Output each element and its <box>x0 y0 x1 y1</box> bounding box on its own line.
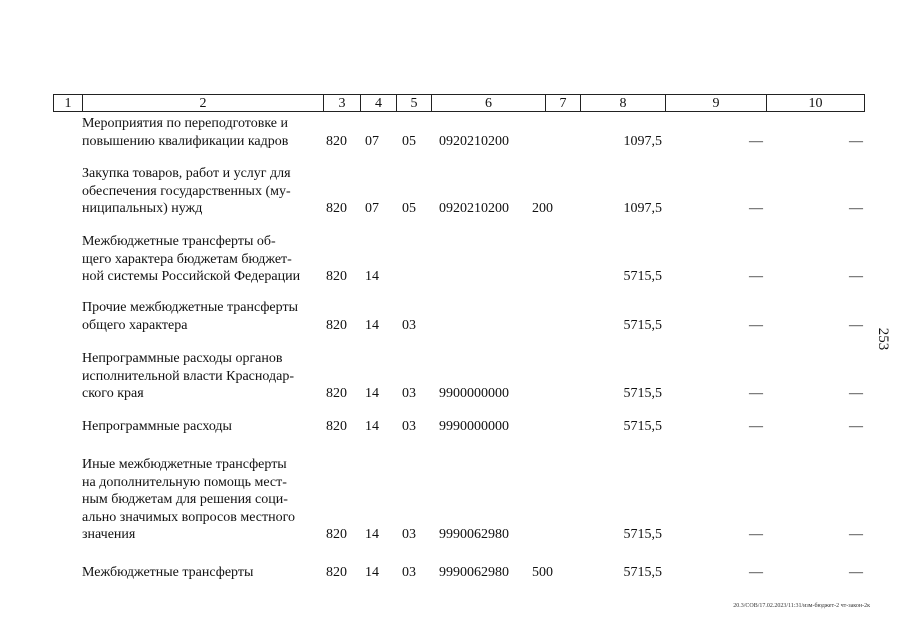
header-col-3: 3 <box>323 95 360 111</box>
cell-col-4: 14 <box>365 269 379 284</box>
description-line: ной системы Российской Федерации <box>82 269 301 284</box>
cell-col-7: 200 <box>532 201 553 216</box>
header-col-5: 5 <box>396 95 431 111</box>
cell-col-4: 07 <box>365 133 379 149</box>
cell-col-10: — <box>849 133 863 149</box>
description-line: Мероприятия по переподготовке и <box>82 116 288 131</box>
cell-col-10: — <box>849 565 863 580</box>
page-number: 253 <box>875 327 891 351</box>
cell-col-9: — <box>749 317 763 333</box>
cell-col-8: 1097,5 <box>623 133 662 149</box>
cell-col-9: — <box>749 269 763 284</box>
cell-col-8: 5715,5 <box>623 317 662 333</box>
cell-col-6: 0920210200 <box>439 133 509 149</box>
cell-col-10: — <box>849 269 863 284</box>
header-col-8: 8 <box>580 95 665 111</box>
cell-col-5: 03 <box>402 317 416 333</box>
cell-col-6: 9990062980 <box>439 565 509 580</box>
cell-col-10: — <box>849 419 863 434</box>
cell-col-9: — <box>749 201 763 216</box>
cell-col-3: 820 <box>326 386 347 401</box>
description-line: Прочие межбюджетные трансферты <box>82 300 298 315</box>
row-description <box>82 350 318 403</box>
cell-col-7: 500 <box>532 565 553 580</box>
cell-col-9: — <box>749 386 763 401</box>
description-line: обеспечения государственных (му- <box>82 183 291 199</box>
row-description <box>82 456 318 544</box>
header-col-1: 1 <box>64 96 72 111</box>
cell-col-5: 03 <box>402 527 416 542</box>
cell-col-10: — <box>849 386 863 401</box>
header-col-4: 4 <box>360 95 396 111</box>
description-line: ниципальных) нужд <box>82 201 203 216</box>
cell-col-3: 820 <box>326 269 347 284</box>
cell-col-6: 9900000000 <box>439 386 509 401</box>
cell-col-6: 9990000000 <box>439 419 509 434</box>
description-line: повышению квалификации кадров <box>82 133 289 149</box>
cell-col-9: — <box>749 527 763 542</box>
cell-col-3: 820 <box>326 565 347 580</box>
description-line: Непрограммные расходы <box>82 419 232 434</box>
description-line: Непрограммные расходы органов <box>82 351 283 366</box>
description-line: щего характера бюджетам бюджет- <box>82 251 292 267</box>
description-line: ным бюджетам для решения соци- <box>82 492 288 507</box>
cell-col-4: 14 <box>365 386 379 401</box>
header-col-10: 10 <box>766 95 864 111</box>
cell-col-8: 5715,5 <box>623 527 662 542</box>
row-description <box>82 165 318 218</box>
cell-col-6: 0920210200 <box>439 201 509 216</box>
cell-col-3: 820 <box>326 317 347 333</box>
description-line: на дополнительную помощь мест- <box>82 474 287 490</box>
header-col-2: 2 <box>82 95 323 111</box>
cell-col-5: 03 <box>402 565 416 580</box>
cell-col-5: 03 <box>402 386 416 401</box>
description-line: Закупка товаров, работ и услуг для <box>82 166 291 181</box>
cell-col-3: 820 <box>326 527 347 542</box>
cell-col-3: 820 <box>326 133 347 149</box>
cell-col-9: — <box>749 565 763 580</box>
cell-col-9: — <box>749 419 763 434</box>
description-line: ально значимых вопросов местного <box>82 509 295 525</box>
description-line: исполнительной власти Краснодар- <box>82 368 294 384</box>
row-description <box>82 418 318 436</box>
cell-col-4: 14 <box>365 317 379 333</box>
row-description <box>82 233 318 286</box>
cell-col-10: — <box>849 317 863 333</box>
description-line: Межбюджетные трансферты <box>82 565 254 580</box>
footer-stamp: 20.3/СОВ/17.02.2023/11:31/изм-бюджет-2 чт-закон-2к <box>733 603 870 609</box>
cell-col-4: 07 <box>365 201 379 216</box>
cell-col-8: 1097,5 <box>623 201 662 216</box>
cell-col-10: — <box>849 201 863 216</box>
cell-col-6: 9990062980 <box>439 527 509 542</box>
description-line: Межбюджетные трансферты об- <box>82 234 276 249</box>
cell-col-9: — <box>749 133 763 149</box>
row-description <box>82 299 318 334</box>
description-line: ского края <box>82 386 144 401</box>
cell-col-5: 05 <box>402 201 416 216</box>
cell-col-5: 03 <box>402 419 416 434</box>
header-col-9: 9 <box>665 95 766 111</box>
cell-col-10: — <box>849 527 863 542</box>
header-col-7: 7 <box>545 95 580 111</box>
cell-col-4: 14 <box>365 565 379 580</box>
cell-col-8: 5715,5 <box>623 269 662 284</box>
description-line: Иные межбюджетные трансферты <box>82 457 287 472</box>
cell-col-3: 820 <box>326 419 347 434</box>
cell-col-8: 5715,5 <box>623 565 662 580</box>
cell-col-4: 14 <box>365 527 379 542</box>
description-line: значения <box>82 527 136 542</box>
cell-col-5: 05 <box>402 133 416 149</box>
cell-col-4: 14 <box>365 419 379 434</box>
description-line: общего характера <box>82 317 188 333</box>
header-col-6: 6 <box>431 95 545 111</box>
cell-col-8: 5715,5 <box>623 386 662 401</box>
row-description <box>82 115 318 150</box>
row-description <box>82 564 318 582</box>
cell-col-3: 820 <box>326 201 347 216</box>
cell-col-8: 5715,5 <box>623 419 662 434</box>
